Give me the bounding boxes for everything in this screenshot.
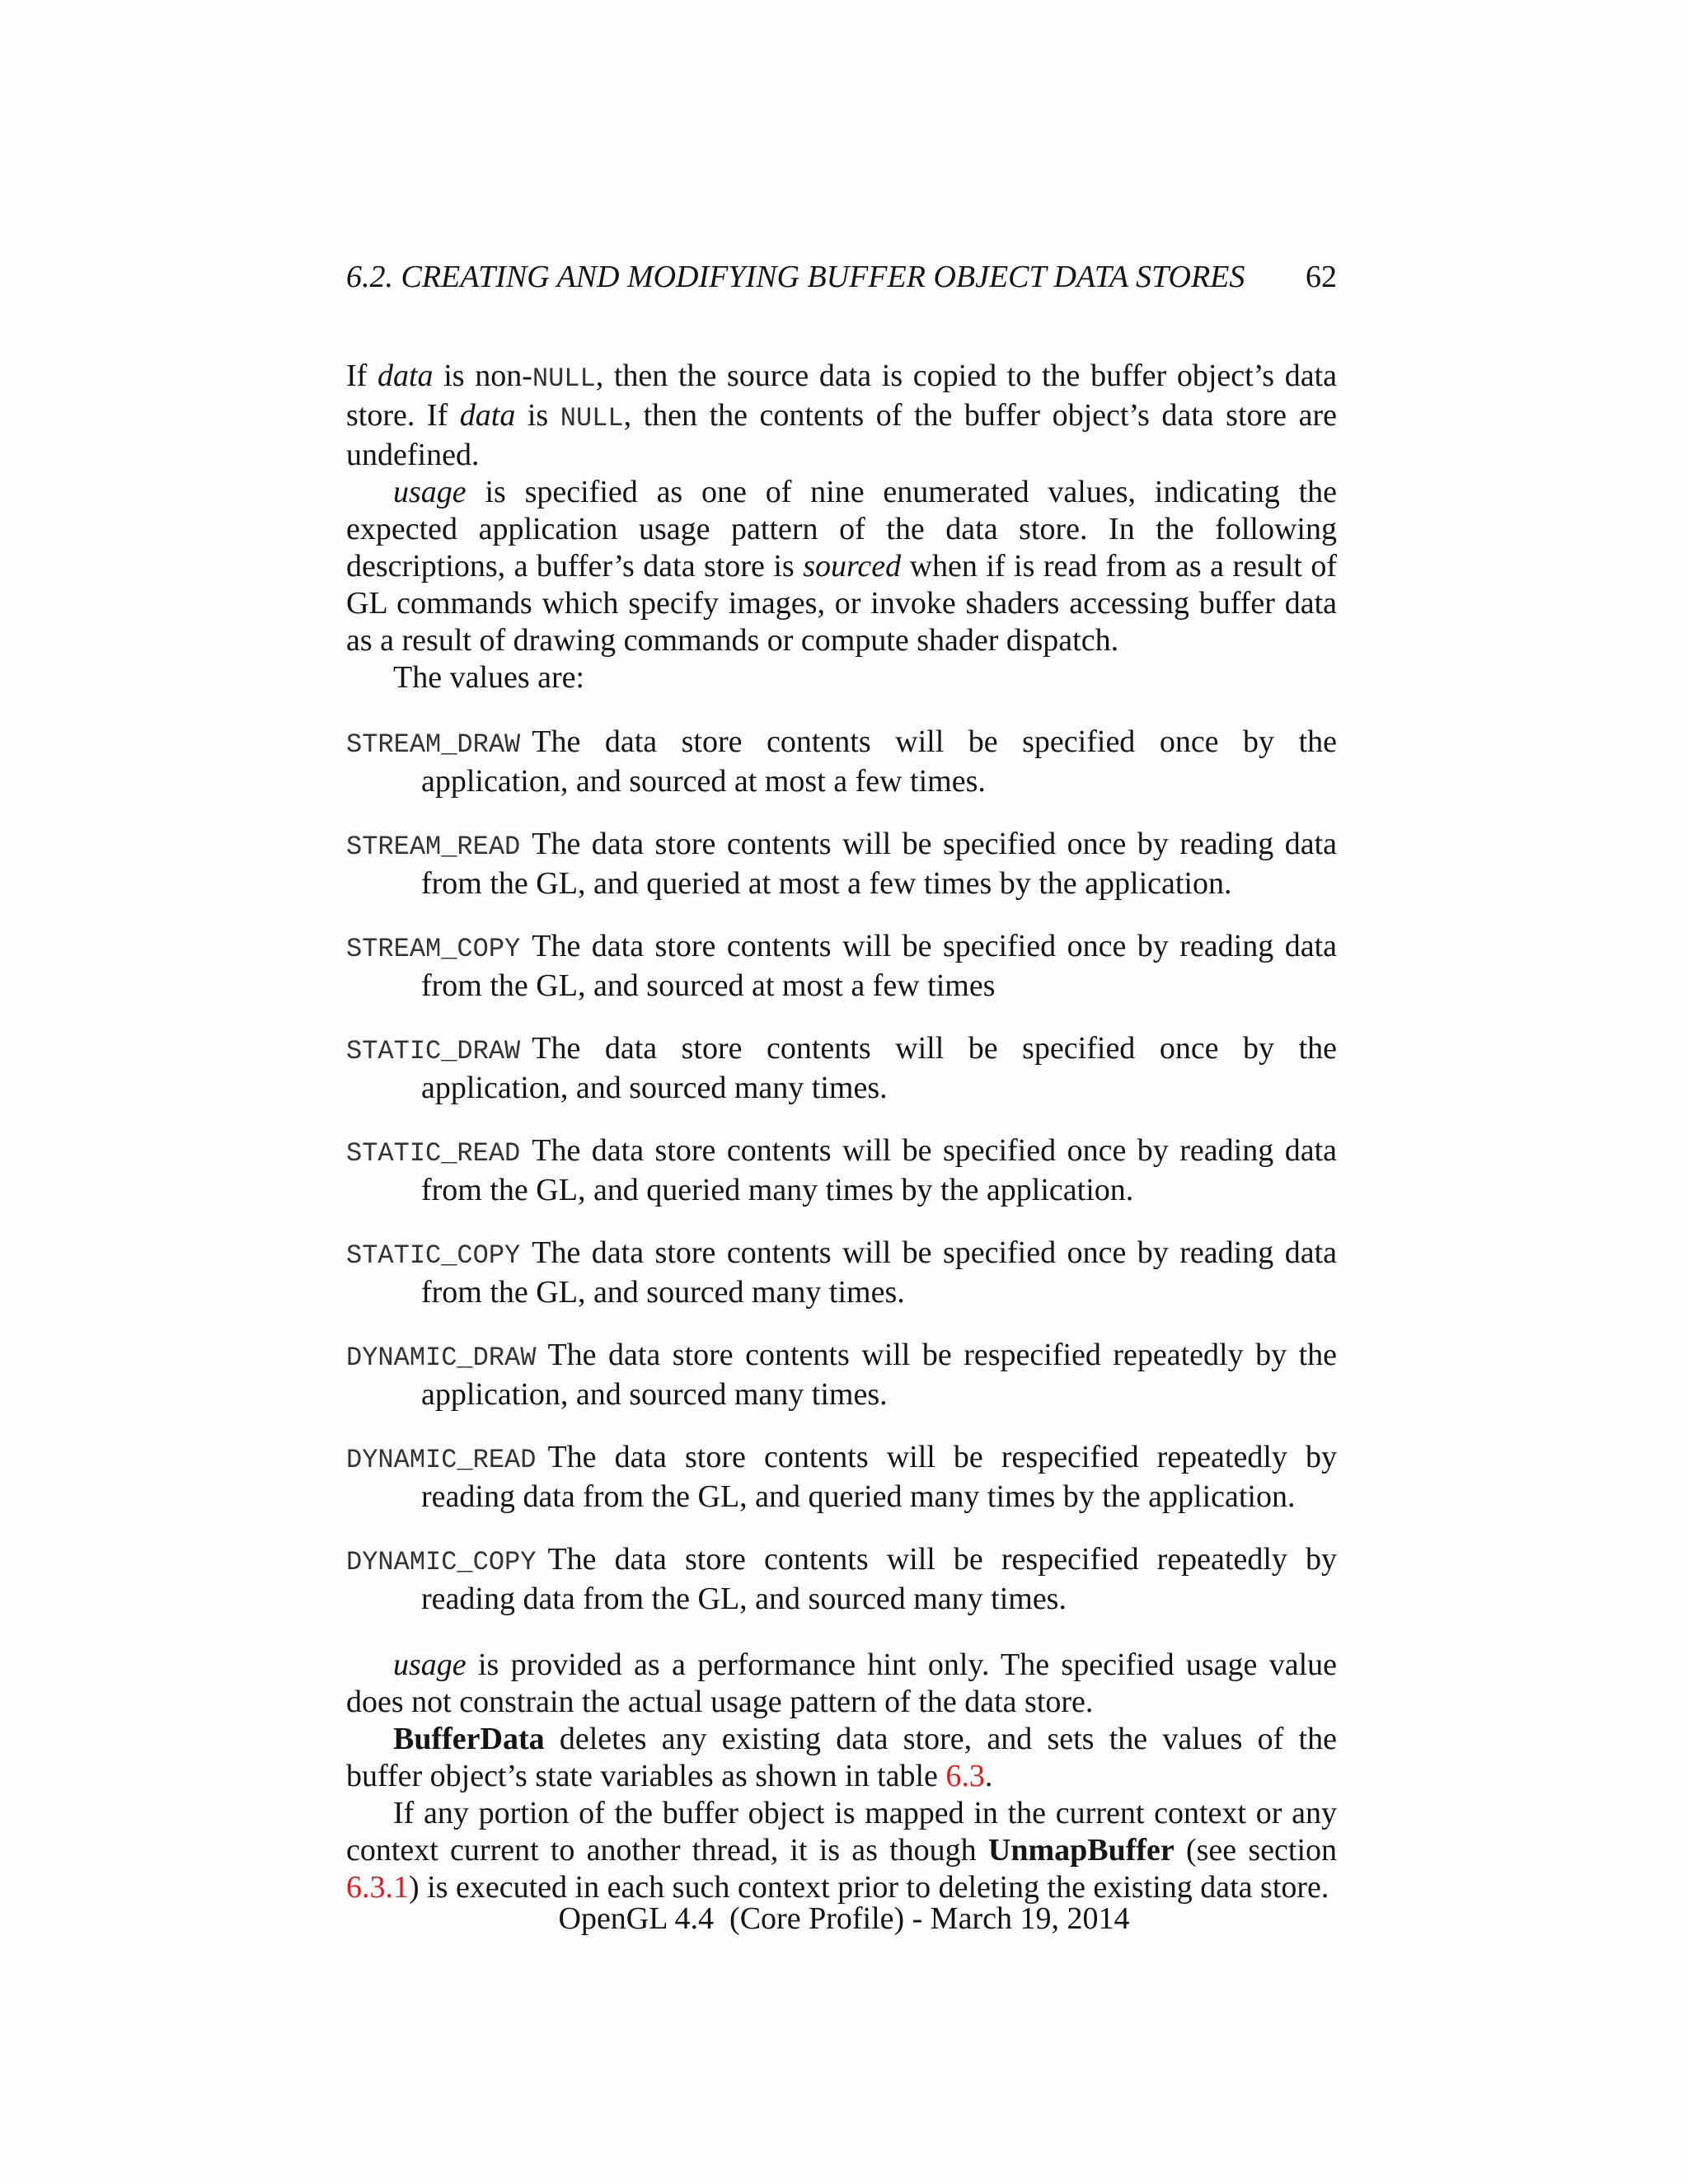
text-run: is (515, 398, 560, 433)
usage-item (346, 1439, 1337, 1516)
usage-description: The data store contents will be specified once by reading data from the GL, and queried many times by the application. (421, 1133, 1337, 1207)
text-run: is specified as one of nine enumerated values, indicating the expected application usage pattern of the data store. In the following descriptions, a buffer’s data store is (346, 475, 1337, 583)
usage-description: The data store contents will be respecified repeatedly by the application, and sourced many times. (421, 1338, 1337, 1412)
page-number: 62 (1306, 260, 1337, 294)
usage-description: The data store contents will be specified once by the application, and sourced many times. (421, 1031, 1337, 1105)
usage-value-list (346, 724, 1337, 1618)
text-run: If any portion of the buffer object is mapped in the current context or any context current to another thread, it is as though (346, 1796, 1337, 1868)
text-run: is provided as a performance hint only. The specified usage value does not constrain the actual usage pattern of the data store. (346, 1647, 1337, 1719)
section-title: 6.2. CREATING AND MODIFYING BUFFER OBJECT DATA STORES (346, 260, 1245, 294)
null-token: NULL (560, 403, 624, 434)
paragraph-data-copy (346, 358, 1337, 474)
usage-term: STATIC_DRAW (346, 1036, 521, 1066)
term-sourced: sourced (803, 549, 902, 583)
text-run: when if is read from as a result of GL commands which specify images, or invoke shaders accessing buffer data as a result of drawing commands or compute shader dispatch. (346, 549, 1338, 658)
after-list (346, 1647, 1337, 1906)
usage-item (346, 826, 1337, 902)
command-bufferdata: BufferData (393, 1722, 545, 1756)
usage-term: DYNAMIC_COPY (346, 1547, 537, 1577)
text-run: , then the contents of the buffer object’s data store are undefined. (346, 398, 1337, 472)
null-token: NULL (532, 363, 596, 394)
usage-item (346, 1337, 1337, 1413)
usage-description: The data store contents will be respecified repeatedly by reading data from the GL, and sourced many times. (421, 1542, 1337, 1616)
usage-description: The data store contents will be specified once by reading data from the GL, and queried at most a few times by the application. (421, 827, 1337, 901)
usage-item (346, 724, 1337, 800)
running-header (346, 256, 1337, 298)
usage-item (346, 1235, 1337, 1311)
usage-item (346, 1541, 1337, 1618)
param-usage: usage (393, 475, 467, 509)
usage-item (346, 1030, 1337, 1107)
paragraph-usage-intro (346, 474, 1337, 659)
paragraph-values-are: The values are: (393, 660, 585, 695)
param-usage: usage (393, 1647, 467, 1682)
command-unmapbuffer: UnmapBuffer (987, 1833, 1175, 1868)
usage-description: The data store contents will be respecified repeatedly by reading data from the GL, and queried many times by the application. (421, 1440, 1337, 1514)
text-run: deletes any existing data store, and sets the values of the buffer object’s state variables as shown in table (346, 1722, 1337, 1793)
text-run: . (984, 1759, 993, 1793)
usage-description: The data store contents will be specified once by reading data from the GL, and sourced many times. (421, 1235, 1337, 1310)
usage-item (346, 928, 1337, 1005)
page-body (346, 358, 1337, 1906)
paragraph-performance-hint (346, 1647, 1337, 1721)
usage-term: STATIC_COPY (346, 1240, 521, 1271)
text-run: ) is executed in each such context prior to deleting the existing data store. (409, 1870, 1329, 1905)
paragraph-unmap (346, 1795, 1337, 1906)
usage-description: The data store contents will be specified once by the application, and sourced at most a few times. (421, 724, 1337, 799)
text-run: is non- (433, 359, 532, 393)
usage-term: DYNAMIC_DRAW (346, 1343, 537, 1373)
usage-term: DYNAMIC_READ (346, 1445, 537, 1475)
usage-term: STREAM_READ (346, 832, 521, 862)
table-reference-link[interactable]: 6.3 (945, 1759, 985, 1793)
paragraph-bufferdata (346, 1721, 1337, 1795)
param-data: data (377, 359, 434, 393)
text-run: If (346, 359, 377, 393)
usage-term: STREAM_DRAW (346, 729, 521, 760)
usage-description: The data store contents will be specified once by reading data from the GL, and sourced at most a few times (421, 929, 1337, 1003)
usage-term: STATIC_READ (346, 1138, 521, 1169)
section-reference-link[interactable]: 6.3.1 (346, 1870, 409, 1905)
page-footer: OpenGL 4.4 (Core Profile) - March 19, 2014 (558, 1901, 1130, 1936)
text-run: , then the source data is copied to the buffer object’s data store. If (346, 359, 1338, 433)
usage-term: STREAM_COPY (346, 934, 521, 964)
usage-item (346, 1132, 1337, 1209)
text-run: (see section (1174, 1833, 1337, 1868)
param-data: data (459, 398, 516, 433)
